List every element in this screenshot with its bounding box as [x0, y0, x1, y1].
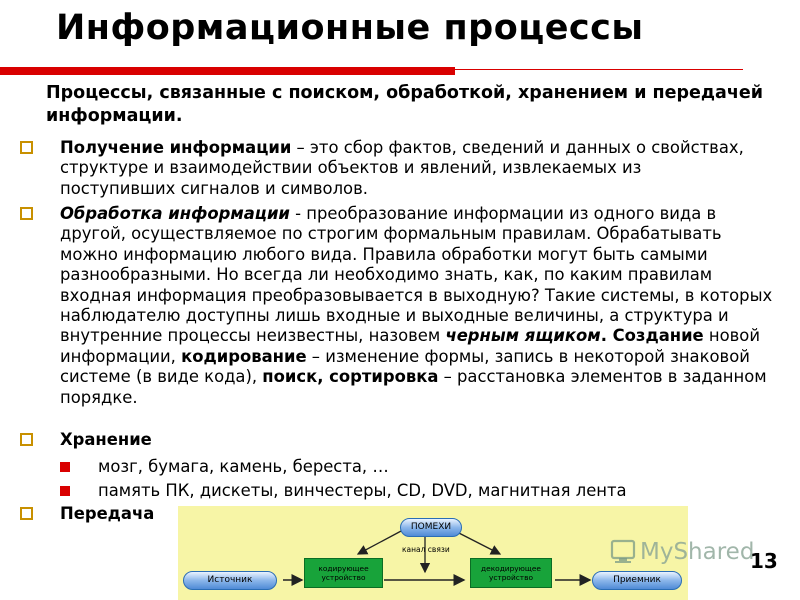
encoder-node: кодирующее устройство — [304, 558, 383, 588]
bullet-text: – изменение формы, запись в некоторой знаковой системе (в виде кода), — [60, 346, 750, 387]
red-square-bullet-icon — [60, 462, 70, 472]
source-node: Источник — [183, 571, 277, 590]
period: . — [600, 326, 613, 346]
hollow-square-bullet-icon — [20, 141, 33, 154]
bullet-lead: Получение информации — [60, 138, 292, 157]
bullet-text: – расстановка элементов в заданном порядке. — [60, 367, 767, 407]
slide-number: 13 — [750, 549, 778, 573]
red-square-bullet-icon — [60, 486, 70, 496]
hollow-square-bullet-icon — [20, 507, 33, 520]
arrow-noise-encoder — [358, 530, 403, 554]
storage-subitem — [98, 481, 627, 501]
bullet-text: - преобразование информации из одного вида в другой, осуществляемое по строгим формальным правилам. Обрабатывать можно информацию любого вида. Правила обработки могут быть самыми разнообразными. Но всегда ли необходимо знать, как, по каким правилам входная информация преобразовывается в выходную? Такие системы, в которых наблюдателю доступны лишь входные и выходные величины, а структура и внутренние процессы неизвестны, назовем — [60, 204, 773, 346]
watermark-icon — [608, 533, 758, 567]
slide-subtitle: Процессы, связанные с поиском, обработкой, хранением и передачей информации. — [46, 83, 764, 126]
subitem-text: мозг, бумага, камень, береста, … — [98, 457, 389, 476]
term-search: поиск, сортировка — [262, 367, 439, 387]
arrow-noise-decoder — [453, 530, 500, 554]
decoder-node: декодирующее устройство — [470, 558, 552, 588]
hollow-square-bullet-icon — [20, 433, 33, 446]
bullet-lead: Хранение — [60, 430, 152, 449]
bullet-receiving — [60, 138, 750, 199]
watermark-logo — [608, 533, 758, 567]
storage-subitem — [98, 457, 389, 477]
term-creation: Создание — [612, 326, 704, 346]
bullet-processing — [60, 204, 778, 408]
term-black-box: черным ящиком — [445, 326, 601, 346]
noise-node: ПОМЕХИ — [400, 518, 462, 537]
title-underline-bar — [0, 67, 455, 75]
bullet-text: новой информации, — [60, 326, 760, 366]
bullet-text: – это сбор фактов, сведений и данных о свойствах, структуре и взаимодействии объектов и явлений, извлекаемых из поступивших сигналов и символов. — [60, 138, 744, 198]
bullet-transmission — [60, 504, 180, 524]
receiver-node: Приемник — [592, 571, 682, 590]
slide-title: Информационные процессы — [56, 8, 644, 48]
channel-label: канал связи — [402, 545, 450, 554]
subitem-text: память ПК, дискеты, винчестеры, CD, DVD, магнитная лента — [98, 481, 627, 500]
watermark-text: MyShared — [640, 539, 755, 565]
title-underline-line — [455, 69, 743, 70]
term-coding: кодирование — [181, 346, 307, 366]
bullet-storage — [60, 430, 460, 450]
bullet-lead: Обработка информации — [60, 204, 290, 223]
hollow-square-bullet-icon — [20, 207, 33, 220]
bullet-lead: Передача — [60, 504, 155, 523]
